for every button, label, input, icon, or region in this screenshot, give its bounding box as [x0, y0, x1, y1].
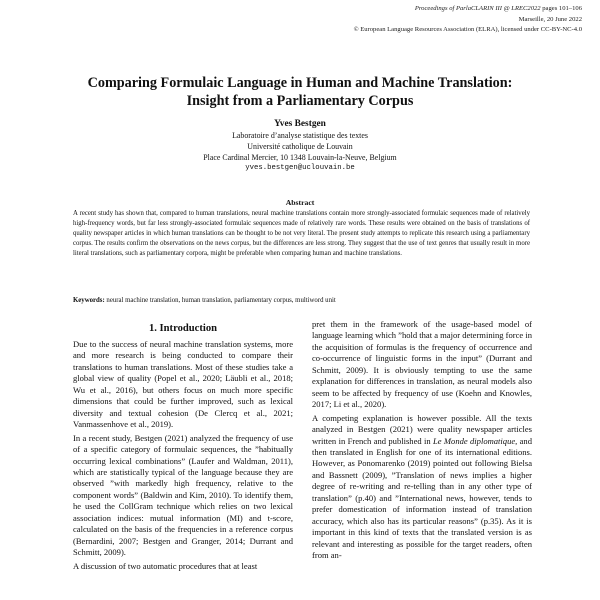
keywords-label: Keywords: — [73, 297, 105, 304]
keywords-text: neural machine translation, human translation, parliamentary corpus, multiword unit — [104, 297, 336, 304]
intro-paragraph-3: A discussion of two automatic procedures that at least — [73, 560, 258, 571]
author-affiliation-lab: Laboratoire d’analyse statistique des textes — [232, 131, 368, 140]
intro-paragraph-2: In a recent study, Bestgen (2021) analyzed the frequency of use of a specific category of formulaic sequences, the ”habitually occurring lexical combinations” (Laufer and Waldman, 2011), which are statistically typical of the language because they are observed ”with markedly high frequency, relative to the component words” (Baldwin and Kim, 2010). To identify them, he used the CollGram technique which relies on two lexical association indices: mutual information (MI) and t-score, calculated on the basis of the frequencies in a reference corpus (Bernardini, 2007; Bestgen and Granger, 2014; Durrant and Schmitt, 2009). — [73, 432, 293, 558]
title-line-2: Insight from a Parliamentary Corpus — [186, 93, 414, 109]
author-name: Yves Bestgen — [274, 119, 326, 129]
title-line-1: Comparing Formulaic Language in Human and Machine Translation: — [87, 75, 513, 91]
journal-name-italic: Le Monde diplomatique — [433, 435, 516, 446]
paper-title — [0, 74, 600, 110]
proceedings-venue: Proceedings of ParlaCLARIN III @ LREC2022 — [414, 5, 541, 12]
right-paragraph-1: pret them in the framework of the usage-based model of language learning which ”hold that a major determining force in the acquisition of formulas is the frequency of occurrence and co-occurrence of linguistic forms in the input” (Durrant and Schmitt, 2009). It is obviously tempting to use the same explanation for differences in translation, as neural models also seem to be affected by frequency of use (Koehn and Knowles, 2017; Li et al., 2020). — [312, 319, 532, 410]
abstract-heading: Abstract — [285, 198, 315, 207]
proceedings-line-2: Marseille, 20 June 2022 — [518, 15, 582, 23]
proceedings-line-1 — [354, 4, 582, 15]
proceedings-pages: pages 101–106 — [540, 5, 582, 12]
right-paragraph-2-rest: , and then translated in English for one of its international editions. However, as Ponomarenko (2019) pointed out following Bielsa and Bassnett (2009), ”Translation of news implies a higher degree of re-writing and re-telling than in any other type of translation” (p.40) and ”International news, however, tends to prefer domestication of information instead of translation accuracy, which also has its particular reasons” (p.35). As it is important in this kind of texts that the translated version is as relevant and interesting as possible for the target readers, often from an- — [312, 435, 532, 561]
proceedings-header — [354, 4, 582, 36]
right-paragraph-2-start: A competing explanation is however possible. All the texts analyzed in Bestgen (2021) were quality newspaper articles written in French and published in — [312, 412, 532, 446]
author-affiliation-university: Université catholique de Louvain — [247, 141, 353, 151]
right-paragraph-2 — [312, 413, 532, 562]
intro-paragraph-1: Due to the success of neural machine translation systems, more and more research is being conducted to compare their translations to human translations. Most of these studies take a global view of quality (Popel et al., 2020; Läubli et al., 2018; Wu et al., 2016), but others focus on much more specific dimensions that could be further improved, such as lexical diversity and textual cohesion (De Clercq et al., 2021; Vanmassenhove et al., 2019). — [73, 339, 293, 430]
author-email: yves.bestgen@uclouvain.be — [245, 164, 355, 173]
proceedings-line-3: © European Language Resources Association (ELRA), licensed under CC-BY-NC-4.0 — [353, 26, 582, 33]
author-address: Place Cardinal Mercier, 10 1348 Louvain-la-Neuve, Belgium — [203, 152, 397, 162]
abstract-text: A recent study has shown that, compared to human translations, neural machine translations contain more strongly-associated formulaic sequences made of relatively high-frequency words, but far less strongly-associated formulaic sequences made of relatively rare words. These results were obtained on the basis of translations of quality newspaper articles in which human translations can be thought to be not very literal. The present study attempts to replicate this research using a parliamentary corpus. The results confirm the observations on the news corpus, but the differences are less strong. They suggest that the use of text genres that usually result in more literal translations, such as parliamentary corpora, might be preferable when comparing human and machine translations. — [73, 210, 530, 258]
left-column — [73, 339, 293, 600]
right-column — [312, 319, 532, 600]
section-heading-introduction: 1. Introduction — [148, 323, 218, 334]
keywords-line — [73, 296, 530, 306]
author-block — [0, 118, 600, 174]
